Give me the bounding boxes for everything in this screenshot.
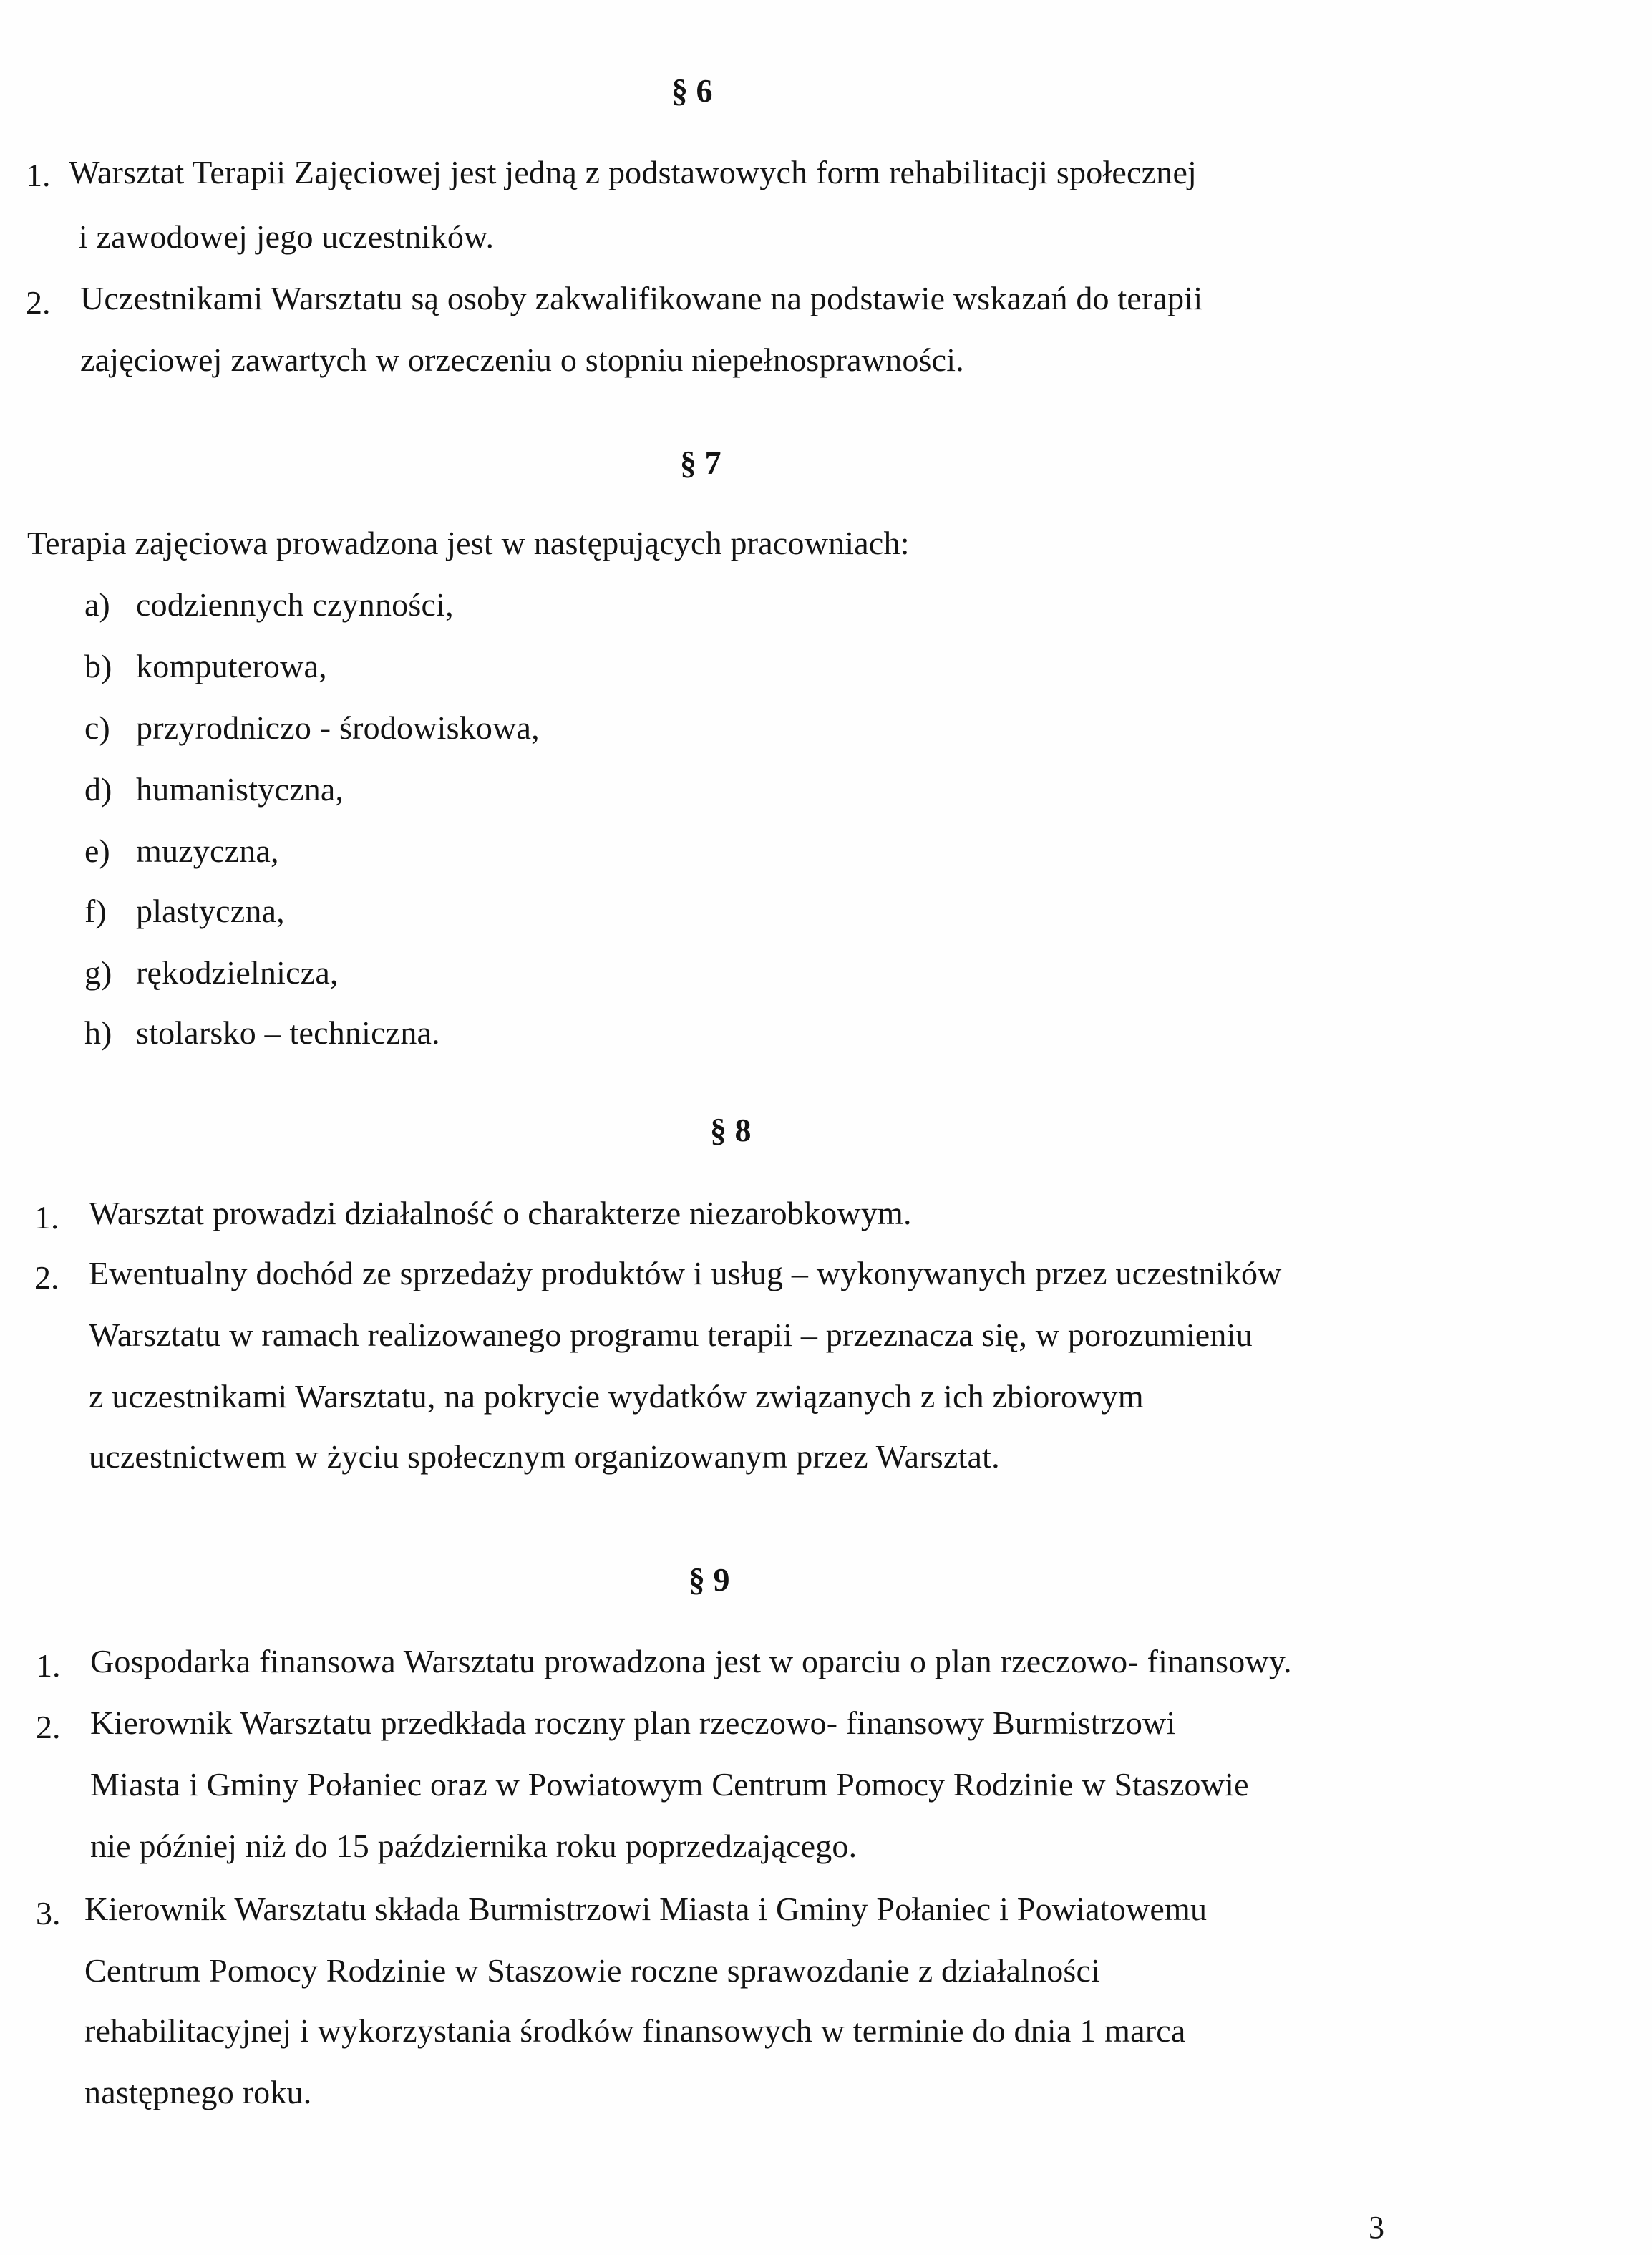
paragraph-line: rehabilitacyjnej i wykorzystania środków finansowych w terminie do dnia 1 marca <box>84 2012 1186 2049</box>
paragraph-line: Kierownik Warsztatu przedkłada roczny plan rzeczowo- finansowy Burmistrzowi <box>90 1704 1176 1741</box>
paragraph-line: Gospodarka finansowa Warsztatu prowadzona jest w oparciu o plan rzeczowo- finansowy. <box>90 1643 1292 1679</box>
item-number: 3. <box>36 1895 61 1931</box>
item-number: 1. <box>34 1199 59 1236</box>
paragraph-line: Ewentualny dochód ze sprzedaży produktów i usług – wykonywanych przez uczestników <box>89 1255 1282 1291</box>
paragraph-line: Centrum Pomocy Rodzinie w Staszowie roczne sprawozdanie z działalności <box>84 1952 1101 1989</box>
list-item: plastyczna, <box>136 893 285 929</box>
list-letter: h) <box>84 1014 112 1051</box>
paragraph-line: z uczestnikami Warsztatu, na pokrycie wydatków związanych z ich zbiorowym <box>89 1378 1144 1415</box>
paragraph-line: następnego roku. <box>84 2074 312 2110</box>
paragraph-line: Warsztatu w ramach realizowanego programu terapii – przeznacza się, w porozumieniu <box>89 1316 1253 1353</box>
list-item: stolarsko – techniczna. <box>136 1014 440 1051</box>
list-item: komputerowa, <box>136 648 327 684</box>
list-letter: a) <box>84 586 110 623</box>
section-header-7: § 7 <box>680 445 721 481</box>
list-letter: f) <box>84 893 107 929</box>
paragraph-line: Miasta i Gminy Połaniec oraz w Powiatowym Centrum Pomocy Rodzinie w Staszowie <box>90 1766 1249 1803</box>
paragraph-line: i zawodowej jego uczestników. <box>79 218 495 255</box>
list-letter: d) <box>84 771 112 808</box>
section-header-8: § 8 <box>710 1112 752 1148</box>
item-number: 2. <box>26 284 51 321</box>
list-letter: e) <box>84 833 110 869</box>
paragraph-line: Warsztat Terapii Zajęciowej jest jedną z podstawowych form rehabilitacji społecznej <box>69 154 1197 190</box>
paragraph-line: Uczestnikami Warsztatu są osoby zakwalifikowane na podstawie wskazań do terapii <box>80 280 1203 316</box>
paragraph-line: zajęciowej zawartych w orzeczeniu o stopniu niepełnosprawności. <box>80 341 964 378</box>
paragraph-line: Warsztat prowadzi działalność o charakterze niezarobkowym. <box>89 1195 912 1231</box>
section-header-9: § 9 <box>689 1561 730 1598</box>
paragraph-line: Kierownik Warsztatu składa Burmistrzowi Miasta i Gminy Połaniec i Powiatowemu <box>84 1891 1208 1927</box>
item-number: 2. <box>34 1259 59 1296</box>
list-item: muzyczna, <box>136 833 279 869</box>
paragraph-line: nie później niż do 15 października roku poprzedzającego. <box>90 1828 857 1864</box>
intro-line: Terapia zajęciowa prowadzona jest w następujących pracowniach: <box>27 525 910 561</box>
list-letter: b) <box>84 648 112 684</box>
list-item: humanistyczna, <box>136 771 344 808</box>
list-item: rękodzielnicza, <box>136 954 339 991</box>
item-number: 1. <box>26 157 51 193</box>
paragraph-line: uczestnictwem w życiu społecznym organizowanym przez Warsztat. <box>89 1438 1000 1475</box>
section-header-6: § 6 <box>671 72 713 109</box>
list-letter: g) <box>84 954 112 991</box>
list-item: przyrodniczo - środowiskowa, <box>136 709 540 746</box>
list-letter: c) <box>84 709 110 746</box>
item-number: 1. <box>36 1647 61 1684</box>
item-number: 2. <box>36 1709 61 1745</box>
page-number: 3 <box>1369 2210 1384 2245</box>
list-item: codziennych czynności, <box>136 586 454 623</box>
